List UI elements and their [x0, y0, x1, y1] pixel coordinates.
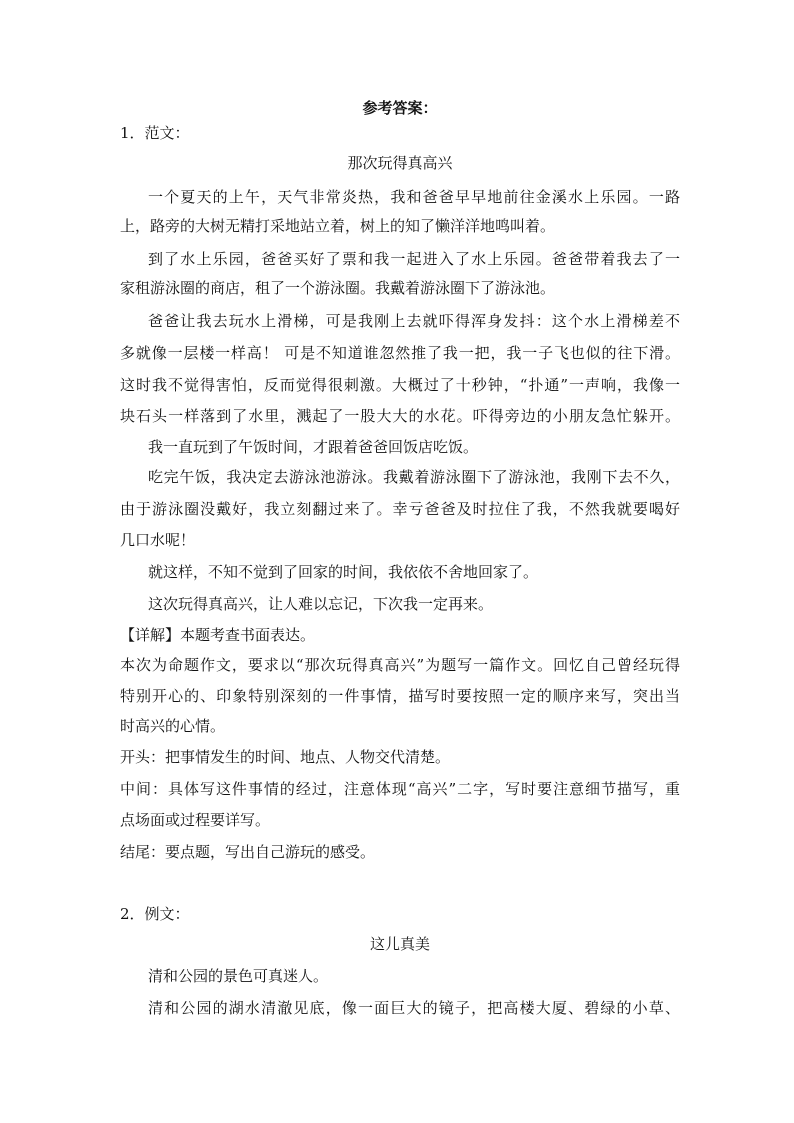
q2-paragraph-line: 清和公园的景色可真迷人。 [148, 967, 329, 985]
q1-paragraph-line: 块石头一样落到了水里，溅起了一股大大的水花。吓得旁边的小朋友急忙躲开。 [120, 407, 680, 425]
q1-paragraph-line: 吃完午饭，我决定去游泳池游泳。我戴着游泳圈下了游泳池，我刚下去不久， [148, 468, 680, 486]
q1-paragraph-line: 几口水呢！ [120, 531, 196, 549]
q2-essay-title: 这儿真美 [369, 935, 430, 953]
detail-line: 开头：把事情发生的时间、地点、人物交代清楚。 [120, 748, 451, 766]
q1-paragraph-line: 这次玩得真高兴，让人难以忘记，下次我一定再来。 [148, 595, 494, 613]
q1-paragraph-line: 我一直玩到了午饭时间，才跟着爸爸回饭店吃饭。 [148, 438, 479, 456]
q1-paragraph-line: 家租游泳圈的商店，租了一个游泳圈。我戴着游泳圈下了游泳池。 [120, 279, 556, 297]
detail-heading: 【详解】本题考查书面表达。 [120, 626, 316, 644]
q1-paragraph-line: 爸爸让我去玩水上滑梯，可是我刚上去就吓得浑身发抖：这个水上滑梯差不 [148, 312, 680, 330]
detail-line: 结尾：要点题，写出自己游玩的感受。 [120, 843, 376, 861]
detail-line: 点场面或过程要详写。 [120, 811, 271, 829]
q2-label: 2．例文： [120, 905, 190, 923]
q1-paragraph-line: 一个夏天的上午，天气非常炎热，我和爸爸早早地前往金溪水上乐园。一路 [148, 188, 680, 206]
detail-line: 特别开心的、印象特别深刻的一件事情，描写时要按照一定的顺序来写，突出当 [120, 687, 680, 705]
detail-line: 时高兴的心情。 [120, 717, 226, 735]
q1-paragraph-line: 就这样，不知不觉到了回家的时间，我依依不舍地回家了。 [148, 563, 539, 581]
q1-paragraph-line: 这时我不觉得害怕，反而觉得很刺激。大概过了十秒钟，“扑通”一声响，我像一 [120, 376, 680, 394]
q1-paragraph-line: 由于游泳圈没戴好，我立刻翻过来了。幸亏爸爸及时拉住了我，不然我就要喝好 [120, 500, 680, 518]
detail-line: 本次为命题作文，要求以“那次玩得真高兴”为题写一篇作文。回忆自己曾经玩得 [120, 656, 680, 674]
q1-paragraph-line: 多就像一层楼一样高！ 可是不知道谁忽然推了我一把，我一子飞也似的往下滑。 [120, 344, 680, 362]
q1-essay-title: 那次玩得真高兴 [347, 154, 453, 172]
detail-line: 中间：具体写这件事情的经过，注意体现“高兴”二字，写时要注意细节描写，重 [120, 780, 680, 798]
q1-label: 1．范文： [120, 124, 190, 142]
answers-title: 参考答案： [362, 99, 438, 117]
q1-paragraph-line: 上，路旁的大树无精打采地站立着，树上的知了懒洋洋地鸣叫着。 [120, 217, 556, 235]
q2-paragraph-line: 清和公园的湖水清澈见底，像一面巨大的镜子，把高楼大厦、碧绿的小草、 [148, 999, 680, 1017]
q1-paragraph-line: 到了水上乐园，爸爸买好了票和我一起进入了水上乐园。爸爸带着我去了一 [148, 250, 680, 268]
